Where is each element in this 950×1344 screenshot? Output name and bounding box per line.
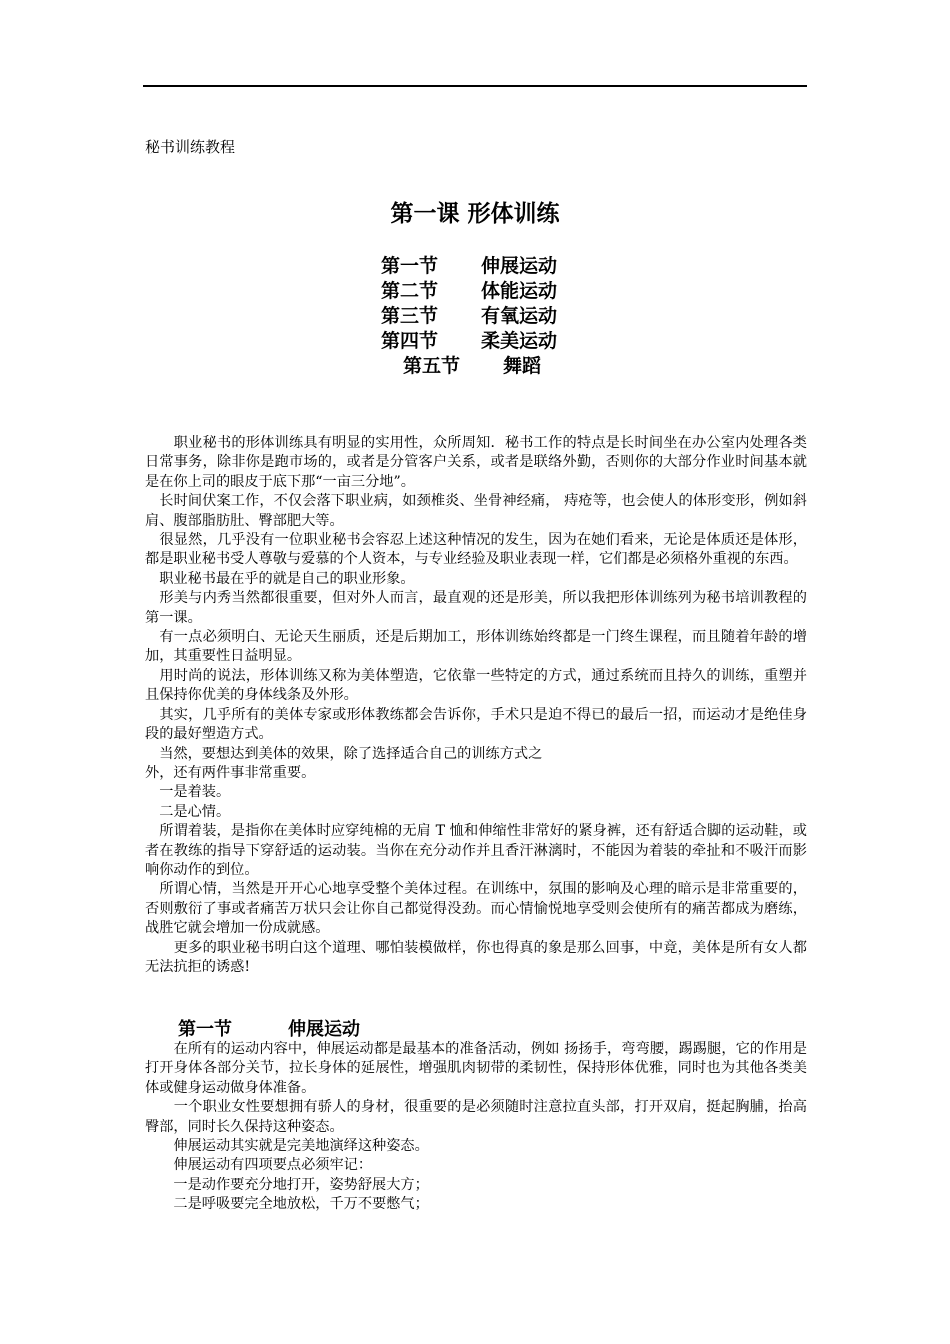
paragraph: 在所有的运动内容中，伸展运动都是最基本的准备活动，例如 扬扬手，弯弯腰，踢踢腿，它的作用是打开身体各部分关节，拉长身体的延展性，增强肌肉韧带的柔韧性，保持形体优雅，同时也为其他各类美体或健身运动做身体准备。 — [145, 1041, 807, 1096]
paragraph: 一是动作要充分地打开，姿势舒展大方； — [145, 1176, 429, 1193]
paragraph: 一个职业女性要想拥有骄人的身材，很重要的是必须随时注意拉直头部，打开双肩，挺起胸脯，抬高臀部，同时长久保持这种姿态。 — [145, 1099, 807, 1135]
paragraph: 外，还有两件事非常重要。 — [145, 764, 316, 781]
toc-item — [381, 329, 557, 354]
toc-item — [381, 279, 557, 304]
toc-number: 第二节 — [381, 280, 439, 302]
table-of-contents — [381, 254, 557, 379]
paragraph: 二是呼吸要完全地放松，千万不要憋气； — [145, 1196, 429, 1213]
paragraph: 用时尚的说法，形体训练又称为美体塑造，它依靠一些特定的方式，通过系统而且持久的训练，重塑并且保持你优美的身体线条及外形。 — [145, 667, 807, 704]
section-title: 伸展运动 — [288, 1019, 360, 1040]
paragraph: 所谓心情，当然是开开心心地享受整个美体过程。在训练中，氛围的影响及心理的暗示是非常重要的， 否则敷衍了事或者痛苦万状只会让你自己都觉得没劲。而心情愉悦地享受则会使所有的痛苦都成为磨练，战胜它就会增加一份成就感。 — [145, 881, 807, 937]
paragraph: 二是心情。 — [145, 803, 231, 820]
toc-item — [381, 254, 557, 279]
section-heading — [178, 1015, 360, 1041]
toc-item — [381, 304, 557, 329]
lesson-title: 第一课 形体训练 — [390, 201, 560, 227]
paragraph: 很显然，几乎没有一位职业秘书会容忍上述这种情况的发生，因为在她们看来，无论是体质还是体形，都是职业秘书受人尊敬与爱慕的个人资本，与专业经验及职业表现一样，它们都是必须格外重视的东西。 — [145, 532, 807, 568]
paragraph: 所谓着装，是指你在美体时应穿纯棉的无肩 T 恤和伸缩性非常好的紧身裤，还有舒适合脚的运动鞋，或者在教练的指导下穿舒适的运动装。当你在充分动作并且香汗淋漓时，不能因为着装的牵扯和不吸汗而影响你动作的到位。 — [145, 823, 807, 878]
toc-item — [381, 354, 557, 379]
paragraph: 形美与内秀当然都很重要，但对外人而言，最直观的还是形美，所以我把形体训练列为秘书培训教程的第一课。 — [145, 590, 807, 626]
paragraph: 一是着装。 — [145, 784, 231, 801]
toc-title: 有氧运动 — [481, 305, 558, 327]
paragraph: 伸展运动其实就是完美地演绎这种姿态。 — [145, 1138, 429, 1155]
paragraph: 伸展运动有四项要点必须牢记： — [145, 1157, 373, 1174]
toc-number: 第四节 — [381, 330, 439, 352]
paragraph: 当然，要想达到美体的效果，除了选择适合自己的训练方式之 — [145, 745, 543, 762]
section-text — [145, 1040, 807, 1215]
toc-number: 第一节 — [381, 255, 439, 277]
paragraph: 有一点必须明白、无论天生丽质，还是后期加工，形体训练始终都是一门终生课程，而且随着年龄的增加，其重要性日益明显。 — [145, 629, 807, 665]
toc-title: 体能运动 — [481, 280, 558, 302]
paragraph: 其实，几乎所有的美体专家或形体教练都会告诉你，手术只是迫不得已的最后一招，而运动才是绝佳身段的最好塑造方式。 — [145, 706, 807, 743]
paragraph: 长时间伏案工作，不仅会落下职业病，如颈椎炎、坐骨神经痛， 痔疮等，也会使人的体形变形，例如斜肩、腹部脂肪肚、臀部肥大等。 — [145, 493, 807, 529]
section-number: 第一节 — [178, 1019, 232, 1040]
toc-title: 柔美运动 — [481, 330, 558, 352]
toc-title: 伸展运动 — [481, 255, 558, 277]
paragraph: 职业秘书的形体训练具有明显的实用性，众所周知．秘书工作的特点是长时间坐在办公室内处理各类日常事务，除非你是跑市场的，或者是分管客户关系，或者是联络外勤，否则你的大部分作业时间基本就是在你上司的眼皮于底下那“一亩三分地”。 — [145, 435, 807, 490]
running-header: 秘书训练教程 — [145, 138, 236, 156]
header-rule — [143, 85, 807, 87]
paragraph: 职业秘书最在乎的就是自己的职业形象。 — [145, 570, 415, 587]
toc-number: 第五节 — [403, 355, 461, 377]
toc-title: 舞蹈 — [503, 355, 542, 377]
paragraph: 更多的职业秘书明白这个道理、哪怕装模做样，你也得真的象是那么回事，中竟，美体是所有女人都无法抗拒的诱惑! — [145, 939, 807, 975]
toc-number: 第三节 — [381, 305, 439, 327]
intro-text — [145, 434, 807, 977]
